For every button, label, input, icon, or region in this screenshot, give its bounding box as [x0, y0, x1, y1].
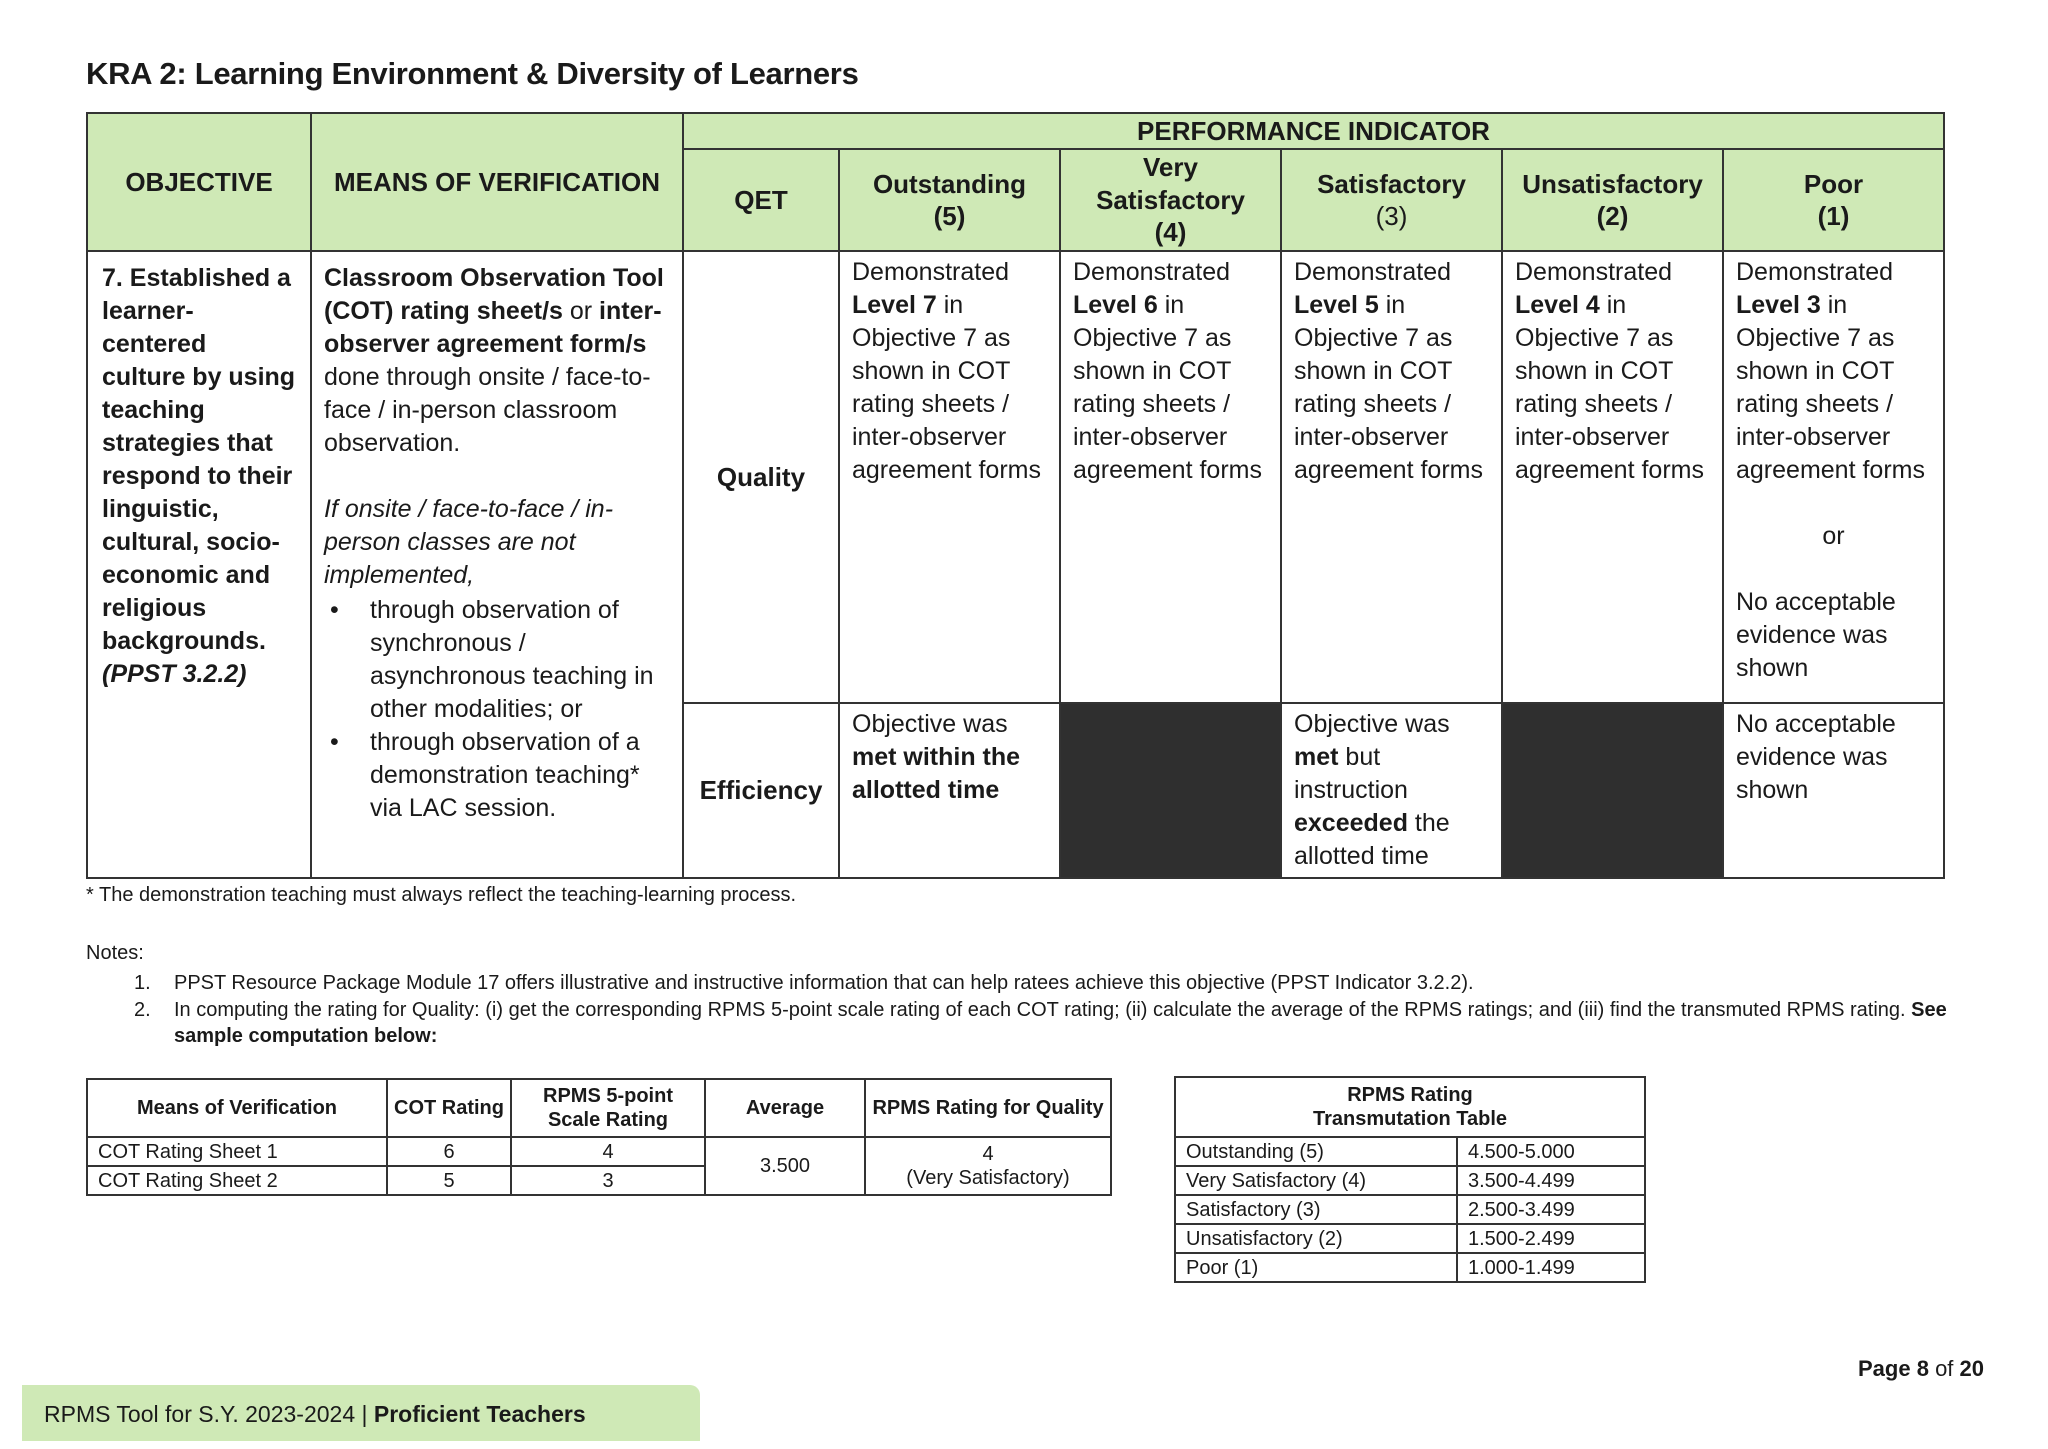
- header-objective: OBJECTIVE: [87, 113, 311, 251]
- efficiency-unsatisfactory-blank: [1502, 703, 1723, 878]
- comp-header-cot: COT Rating: [387, 1079, 511, 1137]
- notes-section: [86, 940, 1976, 1050]
- comp-row2-mov: COT Rating Sheet 2: [87, 1166, 387, 1195]
- note-item-1: 1. PPST Resource Package Module 17 offers illustrative and instructive information that can help ratees achieve this objective (PPST Indicator 3.2.2).: [134, 972, 1474, 995]
- header-qet: QET: [683, 149, 839, 251]
- comp-average: 3.500: [705, 1137, 865, 1195]
- table-row: Unsatisfactory (2) 1.500-2.499: [1175, 1224, 1645, 1253]
- quality-satisfactory: Demonstrated Level 5 in Objective 7 as shown in COT rating sheets / inter-observer agreement forms: [1281, 251, 1502, 703]
- means-of-verification-cell: [311, 251, 683, 878]
- comp-row2-rpms: 3: [511, 1166, 705, 1195]
- efficiency-outstanding: Objective was met within the allotted time: [839, 703, 1060, 878]
- header-very-satisfactory: Very Satisfactory (4): [1060, 149, 1281, 251]
- quality-poor-no-evidence: No acceptable evidence was shown: [1736, 588, 1896, 682]
- header-outstanding: Outstanding (5): [839, 149, 1060, 251]
- sample-computation-table: [86, 1078, 1112, 1196]
- quality-poor: Demonstrated Level 3 in Objective 7 as shown in COT rating sheets / inter-observer agreement forms or No acceptable evidence was shown: [1723, 251, 1944, 703]
- header-unsatisfactory: Unsatisfactory (2): [1502, 149, 1723, 251]
- notes-heading: Notes:: [86, 942, 144, 964]
- mov-bullet-list: [324, 594, 670, 825]
- quality-outstanding: Demonstrated Level 7 in Objective 7 as shown in COT rating sheets / inter-observer agreement forms: [839, 251, 1060, 703]
- objective-text: 7. Established a learner-centered culture by using teaching strategies that respond to their linguistic, cultural, socio-economic and religious backgrounds.: [102, 264, 296, 655]
- header-satisfactory: Satisfactory (3): [1281, 149, 1502, 251]
- table-row: Satisfactory (3) 2.500-3.499: [1175, 1195, 1645, 1224]
- efficiency-poor: No acceptable evidence was shown: [1723, 703, 1944, 878]
- mov-paragraph-1: Classroom Observation Tool (COT) rating sheet/s or inter-observer agreement form/s done through onsite / face-to-face / in-person classroom observation.: [324, 264, 664, 457]
- comp-header-mov: Means of Verification: [87, 1079, 387, 1137]
- comp-header-quality: RPMS Rating for Quality: [865, 1079, 1111, 1137]
- qet-efficiency: Efficiency: [683, 703, 839, 878]
- qet-quality: Quality: [683, 251, 839, 703]
- notes-list: [86, 970, 1976, 1049]
- page-number: Page 8 of 20: [1858, 1356, 1985, 1381]
- comp-header-rpms: RPMS 5-point Scale Rating: [511, 1079, 705, 1137]
- comp-row1-rpms: 4: [511, 1137, 705, 1166]
- objective-cell: [87, 251, 311, 878]
- efficiency-very-satisfactory-blank: [1060, 703, 1281, 878]
- objective-ref: (PPST 3.2.2): [102, 660, 247, 688]
- mov-paragraph-2: If onsite / face-to-face / in-person classes are not implemented,: [324, 495, 614, 589]
- mov-bullet-1: • through observation of synchronous / asynchronous teaching in other modalities; or: [324, 594, 670, 726]
- mov-bullet-2: • through observation of a demonstration teaching* via LAC session.: [324, 726, 670, 825]
- table-row: Very Satisfactory (4) 3.500-4.499: [1175, 1166, 1645, 1195]
- quality-poor-or: or: [1822, 522, 1845, 550]
- header-performance-indicator: PERFORMANCE INDICATOR: [683, 113, 1944, 149]
- footnote: * The demonstration teaching must always reflect the teaching-learning process.: [86, 884, 797, 906]
- performance-indicator-table: [86, 112, 1945, 879]
- trans-header: RPMS Rating Transmutation Table: [1175, 1077, 1645, 1137]
- comp-header-average: Average: [705, 1079, 865, 1137]
- header-means-of-verification: MEANS OF VERIFICATION: [311, 113, 683, 251]
- comp-row1-cot: 6: [387, 1137, 511, 1166]
- table-row: Outstanding (5) 4.500-5.000: [1175, 1137, 1645, 1166]
- transmutation-table: [1174, 1076, 1646, 1283]
- page-title: KRA 2: Learning Environment & Diversity of Learners: [86, 56, 859, 91]
- quality-unsatisfactory: Demonstrated Level 4 in Objective 7 as shown in COT rating sheets / inter-observer agreement forms: [1502, 251, 1723, 703]
- table-row: Poor (1) 1.000-1.499: [1175, 1253, 1645, 1282]
- quality-very-satisfactory: Demonstrated Level 6 in Objective 7 as shown in COT rating sheets / inter-observer agreement forms: [1060, 251, 1281, 703]
- footer-bar: RPMS Tool for S.Y. 2023-2024 | Proficient Teachers: [22, 1385, 700, 1441]
- comp-row1-mov: COT Rating Sheet 1: [87, 1137, 387, 1166]
- table-row: [87, 1137, 1111, 1166]
- comp-row2-cot: 5: [387, 1166, 511, 1195]
- note-item-2: 2. In computing the rating for Quality: (i) get the corresponding RPMS 5-point scale rating of each COT rating; (ii) calculate the average of the RPMS ratings; and (iii) find the transmuted RPMS rating. See sample computation below:: [134, 998, 1947, 1048]
- comp-quality-rating: 4 (Very Satisfactory): [865, 1137, 1111, 1195]
- efficiency-satisfactory: Objective was met but instruction exceeded the allotted time: [1281, 703, 1502, 878]
- header-poor: Poor (1): [1723, 149, 1944, 251]
